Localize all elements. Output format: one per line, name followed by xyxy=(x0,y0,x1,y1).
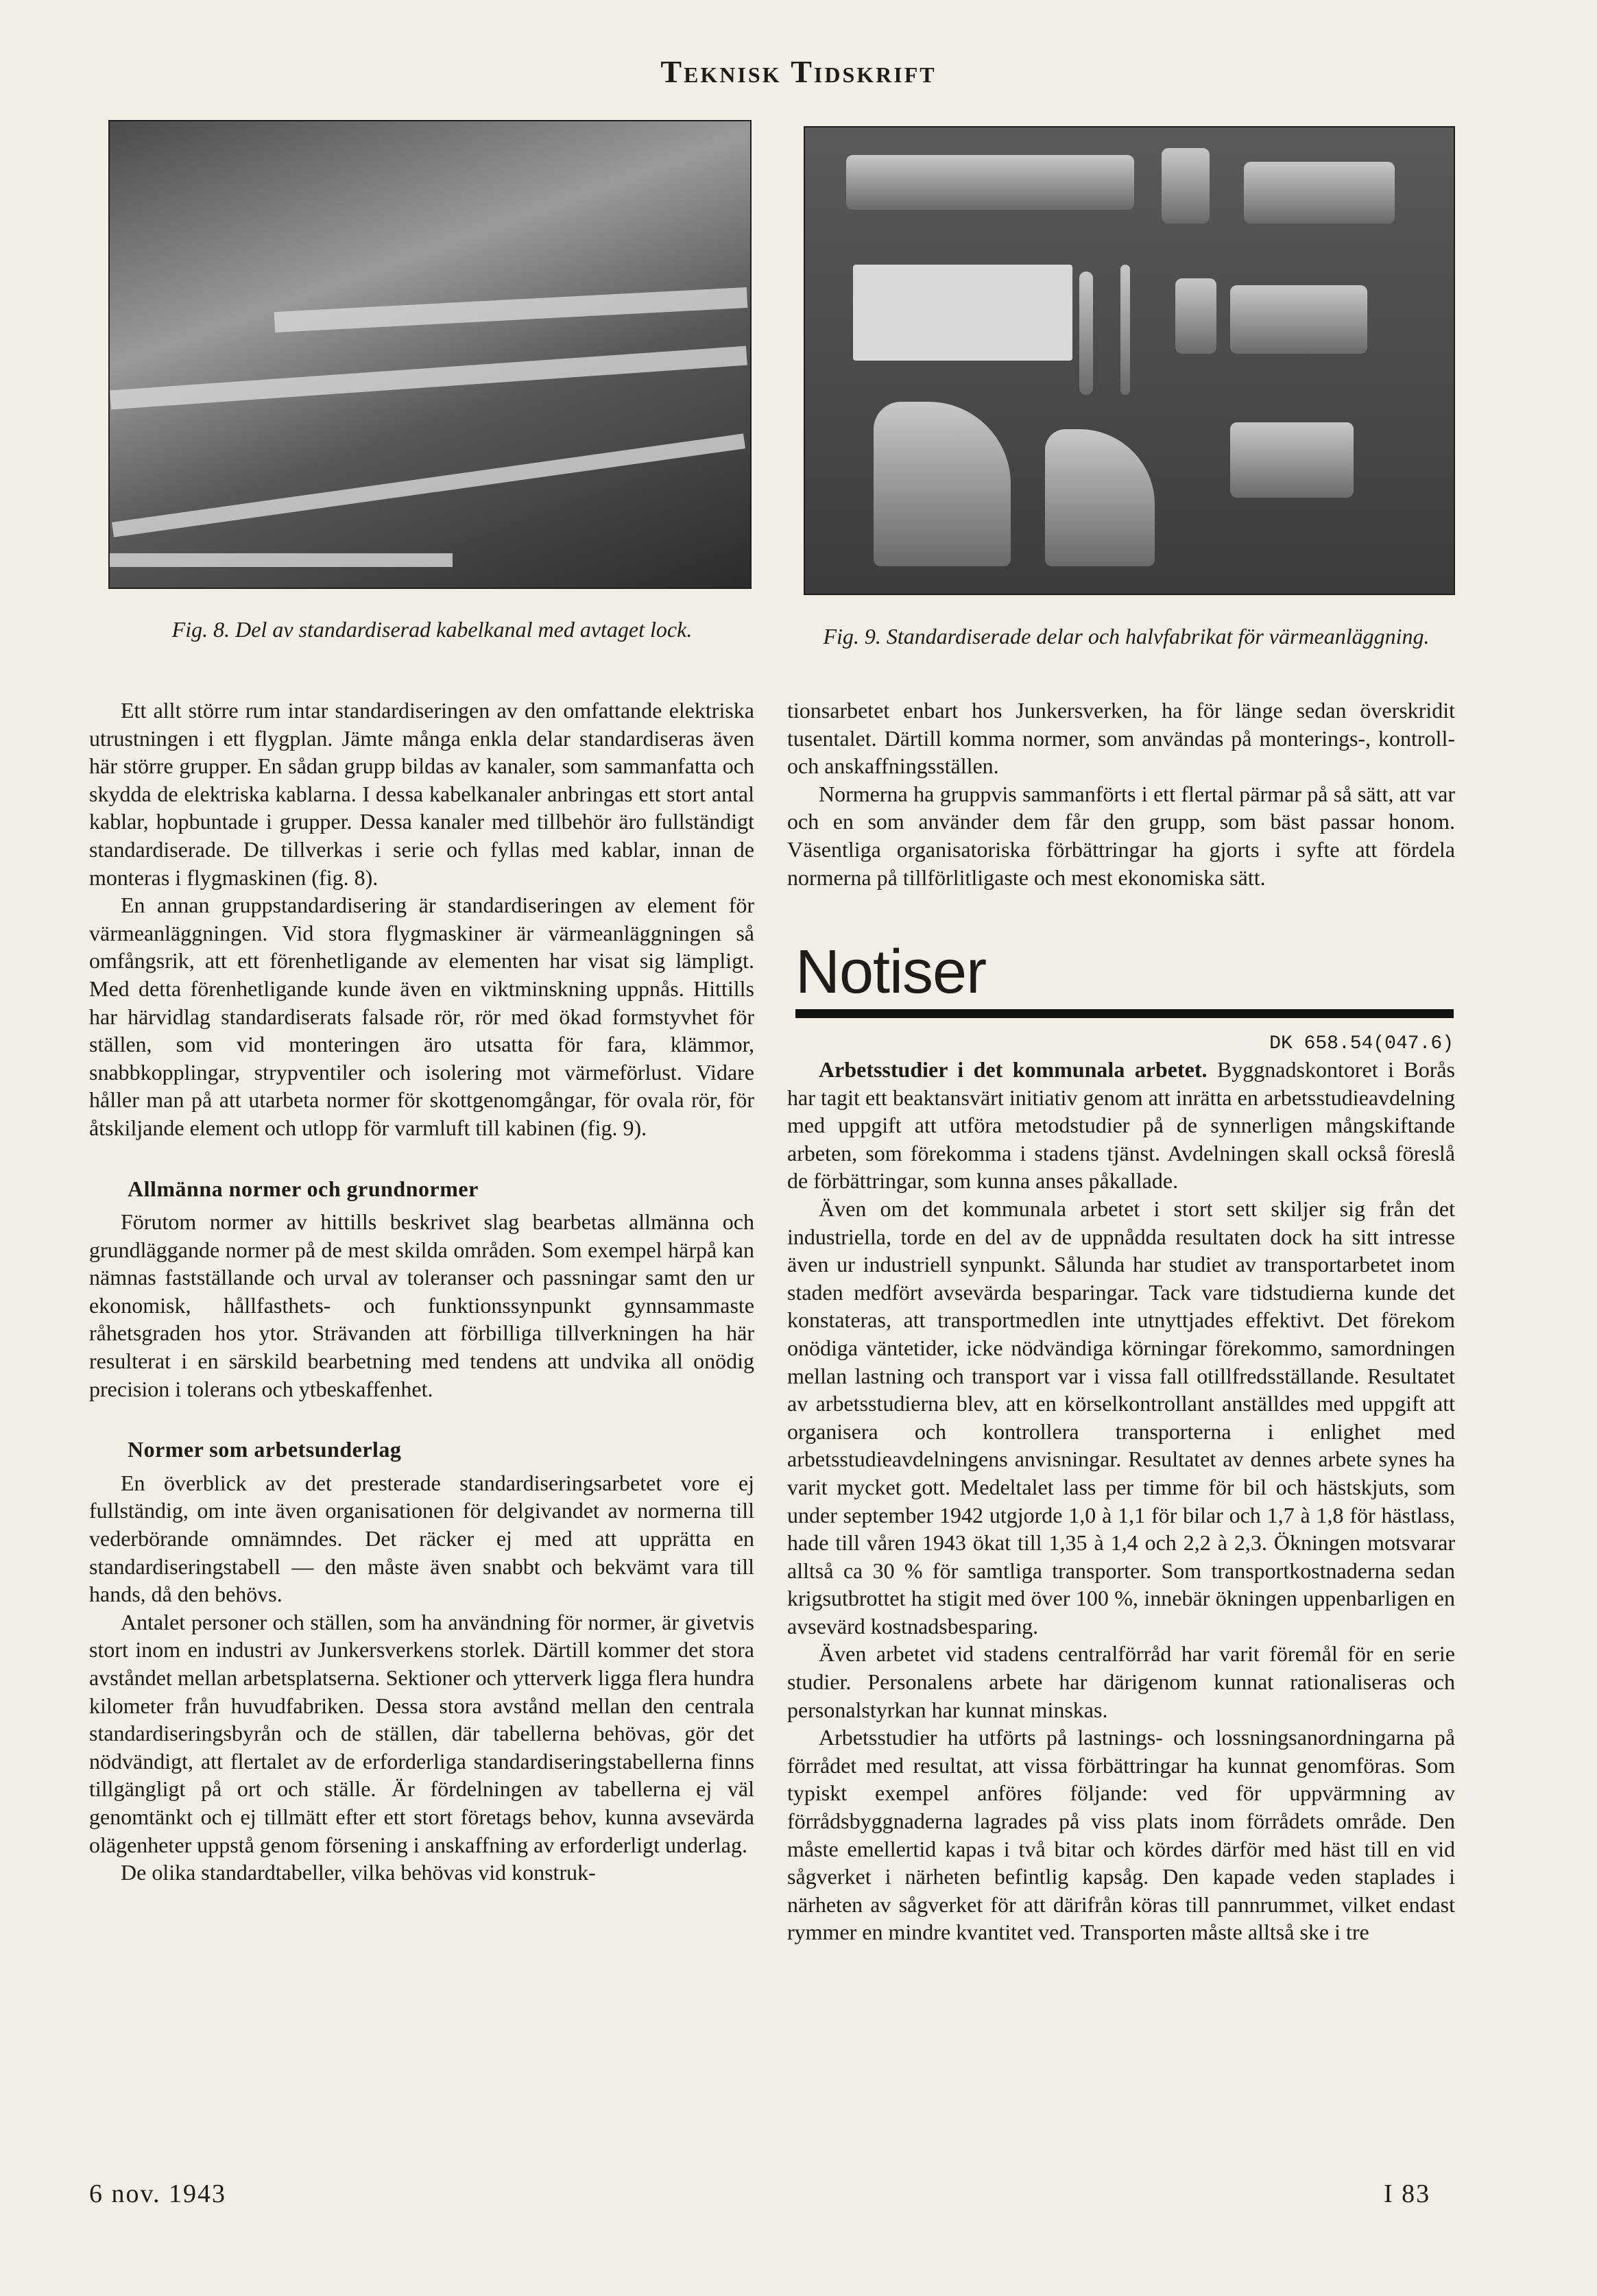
article-title: Arbetsstudier i det kommunala arbetet. xyxy=(819,1057,1208,1082)
paragraph: Antalet personer och ställen, som ha användning för normer, är givetvis stort inom en industri av Junkersverkens storlek. Därtill kommer det stora avståndet mellan arbetsplatserna. Sektioner och ytterverk ligga flera hundra kilometer från huvudfabriken. Dessa stora avstånd mellan den centrala standardiseringsbyrån och de ställen, där tabellerna behövas, gör det nödvändigt, att flertalet av de erforderliga standardiseringstabellerna finns tillgängligt på ort och ställe. Är fördelningen av tabellerna ej väl genomtänkt och ej tillmätt efter ett stort företags behov, kunna avsevärda olägenheter uppstå genom försening i anskaffning av erforderligt underlag. xyxy=(89,1609,754,1857)
paragraph-text: Byggnadskontoret i Borås har tagit ett beaktansvärt initiativ genom att inrätta en arbetsstudieavdelning med uppgift att utföra metodstudier på de synnerligen mångskiftande arbeten, som förekomma i stadens tjänst. Avdelningen skall också föreslå de förbättringar, som kunna anses påkallade. xyxy=(787,1057,1456,1194)
paragraph: De olika standardtabeller, vilka behövas vid konstruk- xyxy=(121,1860,596,1885)
paragraph: En annan gruppstandardisering är standardiseringen av element för värmeanläggningen. Vid stora flygmaskiner är värmeanläggningen så omfångsrik, att ett förenhetligande av elementen har visat sig lämpligt. Med detta förenhetligande kunde även en viktminskning uppnås. Hittills har härvidlag standardiserats falsade rör, rör med ökad formstyvhet för ställen, som vid monteringen äro utsatta för fara, klämmor, snabbkopplingar, strypventiler och isolering mot värmeförlust. Vidare håller man på att utarbeta normer för skottgenomgångar, för ovala rör, för åtskiljande element och utlopp för varmluft till kabinen (fig. 9). xyxy=(89,893,754,1140)
issue-date: 6 nov. 1943 xyxy=(89,2179,227,2208)
left-column xyxy=(89,697,754,1887)
paragraph: Även arbetet vid stadens centralförråd har varit föremål för en serie studier. Personalens arbete har därigenom kunnat rationaliseras och personalstyrkan har kunnat minskas. xyxy=(787,1641,1455,1722)
figure-9-heating-parts-photo xyxy=(804,126,1455,595)
paragraph: En överblick av det presterade standardiseringsarbetet vore ej fullständig, om inte även organisationen för delgivandet av normerna till vederbörande omnämndes. Det räcker ej med att upprätta en standardiseringstabell — den måste även snabbt och bekvämt vara till hands, då den behövs. xyxy=(89,1470,754,1607)
paragraph: Arbetsstudier ha utförts på lastnings- och lossningsanordningarna på förrådet med resultat, att vissa förbättringar ha kunnat genomföras. Som typiskt exempel anföres följande: ved för uppvärmning av förrådsbyggnaderna lagrades på viss plats inom förrådets område. Den måste emellertid kapas i två bitar och kördes därför med häst till en vid sågverket i närheten befintlig kapsåg. Den kapade veden staplades i närheten av sågverket för att därifrån köras till pannrummet, vilket endast rymmer en mindre kvantitet ved. Transporten måste alltså ske i tre xyxy=(787,1725,1455,1945)
dk-classification: DK 658.54(047.6) xyxy=(1269,1033,1454,1054)
right-column-top xyxy=(787,697,1455,891)
section-heading: Allmänna normer och grundnormer xyxy=(128,1176,479,1201)
masthead: Teknisk Tidskrift xyxy=(660,54,937,89)
paragraph: Normerna ha gruppvis sammanförts i ett flertal pärmar på så sätt, att var och en som använder dem får den grupp, som bäst passar honom. Väsentliga organisatoriska förbättringar ha gjorts i syfte att fördela normerna på tillförlitligaste och mest ekonomiska sätt. xyxy=(787,781,1455,890)
paragraph: Förutom normer av hittills beskrivet slag bearbetas allmänna och grundläggande normer på de mest skilda områden. Som exempel härpå kan nämnas fastställande och urval av toleranser och passningar samt den ur ekonomisk, hållfasthets- och funktionssynpunkt gynnsammaste råhetsgraden hos ytor. Strävanden att förbilliga tillverkningen ha här resulterat i en särskild bearbetning med tendens att undvika all onödig precision i tolerans och ytbeskaffenhet. xyxy=(89,1209,754,1401)
page-number: I 83 xyxy=(1384,2179,1431,2208)
section-title-notiser: Notiser xyxy=(795,938,987,1006)
paragraph: Ett allt större rum intar standardiseringen av den omfattande elektriska utrustningen i ett flygplan. Jämte många enkla delar standardiseras även här större grupper. En sådan grupp bildas av kanaler, som sammanfatta och skydda de elektriska kablarna. I dessa kabelkanaler anbringas ett stort antal kablar, hopbuntade i grupper. Dessa kanaler med tillbehör äro fullständigt standardiserade. De tillverkas i serie och fyllas med kablar, innan de monteras i flygmaskinen (fig. 8). xyxy=(89,698,754,890)
paragraph: tionsarbetet enbart hos Junkersverken, ha för länge sedan överskridit tusentalet. Därtill komma normer, som användas på monterings-, kontroll- och anskaffningsställen. xyxy=(787,698,1455,779)
section-heading: Normer som arbetsunderlag xyxy=(128,1437,402,1462)
paragraph xyxy=(787,1056,1455,1195)
figure-8-cable-channel-photo xyxy=(108,120,752,589)
paragraph: Även om det kommunala arbetet i stort sett skiljer sig från det industriella, torde en del av de uppnådda resultaten dock ha sitt intresse även ur industriell synpunkt. Sålunda har studiet av transportarbetet inom staden medfört avsevärda besparingar. Tack vare tidstudierna kunde det konstateras, att transportmedlen inte utnyttjades effektivt. Det förekom onödiga väntetider, icke nödvändiga körningar förekommo, samordningen mellan lastning och transport var i vissa fall otillfredsställande. Resultatet av arbetsstudierna blev, att en körselkontrollant anställdes med uppgift att organisera och kontrollera transporterna i enlighet med arbetsstudieavdelningens anvisningar. Resultatet av dennes arbete synes ha varit mycket gott. Medeltalet lass per timme för bil och hästskjuts, som under september 1942 utgjorde 1,0 à 1,1 för bilar och 1,7 à 1,8 för hästlass, hade till våren 1943 ökat till 1,35 à 1,4 och 2,2 à 2,3. Ökningen motsvarar alltså ca 30 % för samtliga transporter. Som transportkostnaderna sedan krigsutbrottet ha stigit med över 100 %, innebär ökningen uppenbarligen en avsevärd kostnadsbesparing. xyxy=(787,1196,1455,1639)
figure-8-caption: Fig. 8. Del av standardiserad kabelkanal med avtaget lock. xyxy=(171,617,693,642)
heading-rule xyxy=(795,1009,1454,1018)
right-column-notiser xyxy=(787,1056,1455,1946)
figure-9-caption: Fig. 9. Standardiserade delar och halvfabrikat för värmeanläggning. xyxy=(823,624,1430,649)
